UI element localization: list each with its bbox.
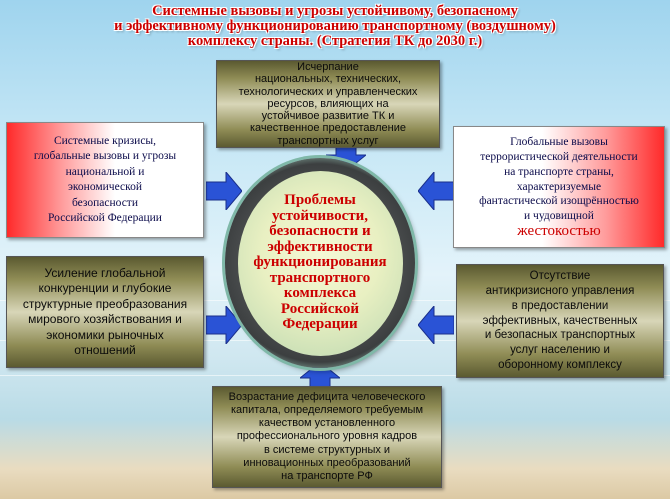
box-global-competition: Усиление глобальной конкуренции и глубокие структурные преобразования мирового хозяйствования и экономики рыночных отношений [6,256,204,368]
box-terrorism-threats: Глобальные вызовы террористической деятельности на транспорте страны, характеризуемые фантастической изощрённостью и чудовищной жестокостью [453,126,665,248]
title-line-3: комплексу страны. (Стратегия ТК до 2030 г.) [187,33,483,49]
arrow-right-icon [206,172,242,210]
arrow-left-icon [418,306,454,344]
central-problem-circle [225,158,415,368]
emphasis-word: жестокостью [517,222,601,239]
box-resource-depletion: Исчерпание национальных, технических, технологических и управленческих ресурсов, влияющих на устойчивое развитие ТК и качественное предоставление транспортных услуг [216,60,440,148]
title-line-2: и эффективному функционированию транспортному (воздушному) [114,18,556,34]
box-crisis-management: Отсутствие антикризисного управления в предоставлении эффективных, качественных и безопасных транспортных услуг населению и оборонному комплексу [456,264,664,378]
box-human-capital: Возрастание дефицита человеческого капитала, определяемого требуемым качеством установленного профессионального уровня кадров в системе структурных и инновационных преобразований на транспорте РФ [212,386,442,488]
title-line-1: Системные вызовы и угрозы устойчивому, безопасному [152,3,518,19]
arrow-left-icon [418,172,454,210]
box-systemic-crises: Системные кризисы, глобальные вызовы и угрозы национальной и экономической безопасности Российской Федерации [6,122,204,238]
central-problem-inner [238,171,403,356]
central-problem-text: Проблемы устойчивости, безопасности и эффективности функционирования транспортного комплекса Российской Федерации [253,192,387,333]
slide-title [0,4,670,49]
